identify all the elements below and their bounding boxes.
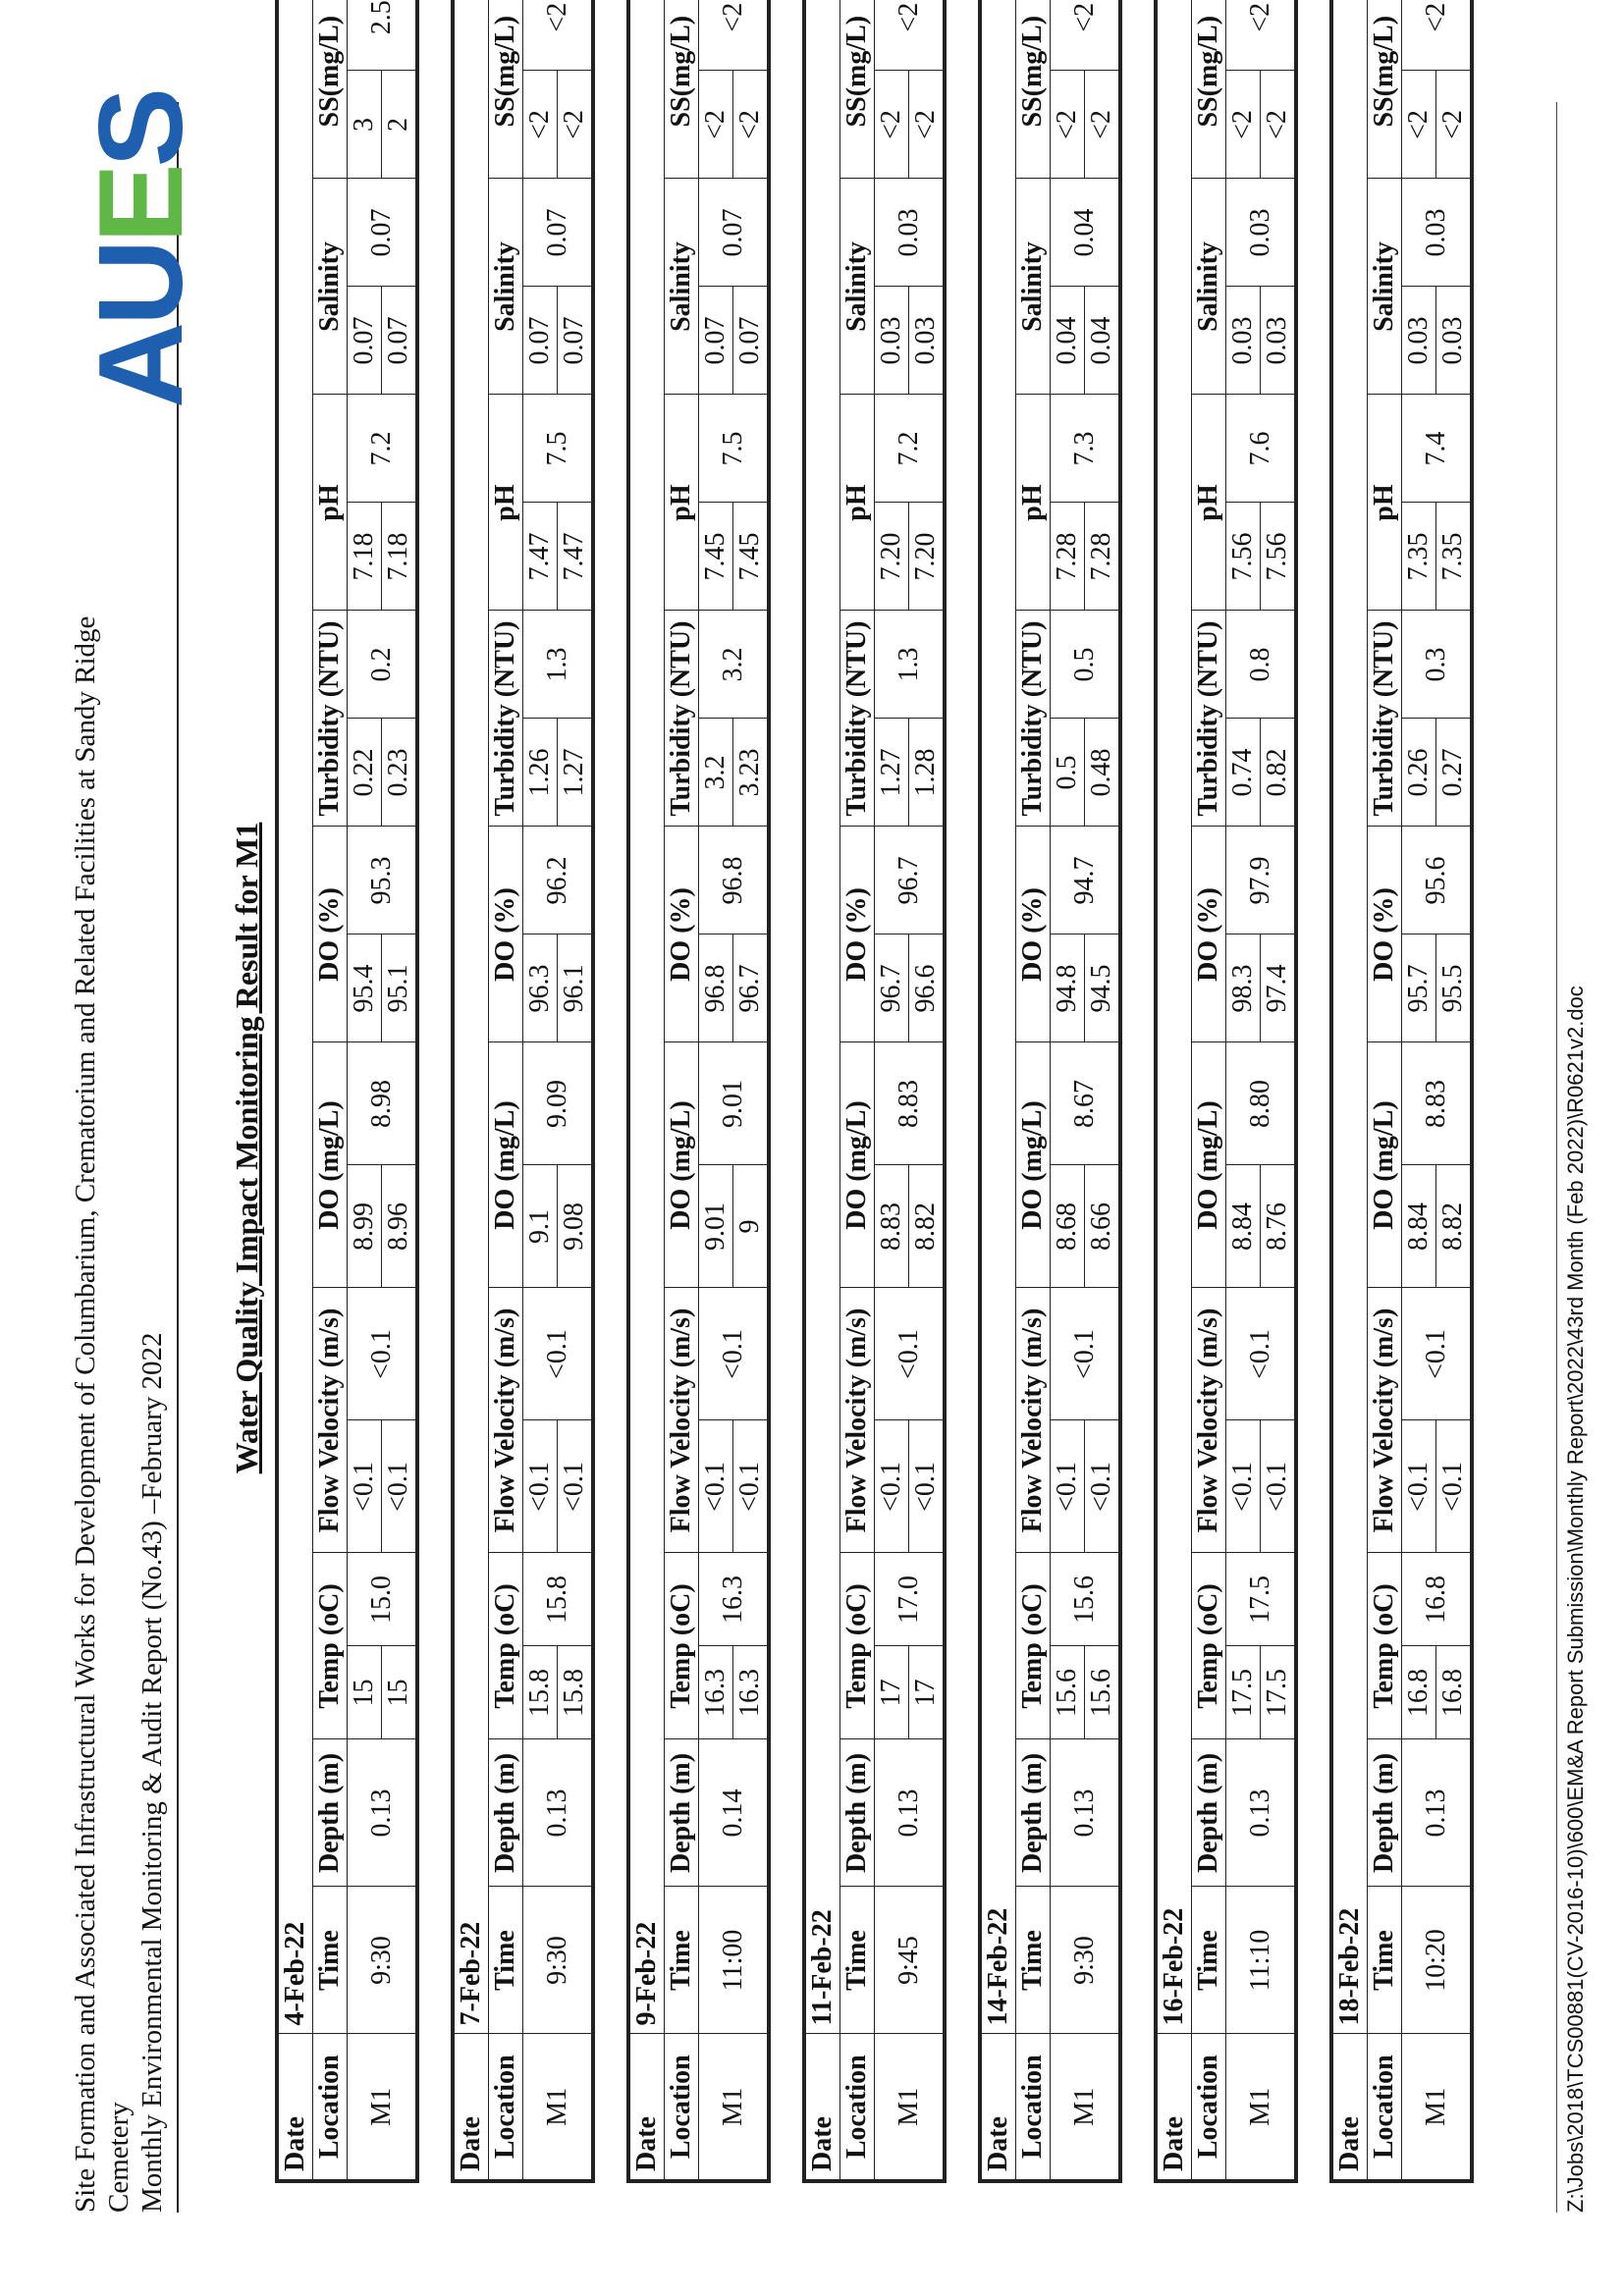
do-pct-average: 94.7 (1051, 827, 1121, 934)
ss-average: 2.5 (348, 0, 418, 71)
ss-reading-2: 2 (382, 71, 418, 179)
ss-reading-2: <2 (558, 71, 594, 179)
ph-reading-2: 7.35 (1436, 503, 1473, 611)
turbidity-average: 0.8 (1226, 611, 1297, 719)
monitoring-table (978, 0, 1122, 2183)
header-do-pct: DO (%) (1368, 827, 1402, 1042)
salinity-average: 0.03 (1226, 179, 1297, 287)
salinity-reading-2: 0.03 (1261, 287, 1297, 395)
header-location: Location (1368, 2034, 1402, 2181)
do-pct-reading-2: 95.1 (382, 934, 418, 1042)
header-salinity: Salinity (489, 179, 523, 395)
do-mg-average: 8.83 (875, 1042, 946, 1165)
depth-value: 0.13 (1402, 1739, 1473, 1887)
do-pct-reading-1: 96.8 (699, 934, 733, 1042)
ph-reading-1: 7.35 (1402, 503, 1436, 611)
header-location: Location (313, 2034, 348, 2181)
header-do-pct: DO (%) (840, 827, 875, 1042)
temp-reading-2: 15.6 (1085, 1646, 1121, 1739)
header-ss: SS(mg/L) (665, 0, 699, 179)
time-value: 9:30 (1051, 1887, 1121, 2034)
header-depth: Depth (m) (313, 1739, 348, 1887)
header-depth: Depth (m) (1368, 1739, 1402, 1887)
ss-reading-2: <2 (1085, 71, 1121, 179)
ph-reading-1: 7.56 (1226, 503, 1261, 611)
salinity-reading-2: 0.07 (733, 287, 770, 395)
salinity-reading-2: 0.03 (909, 287, 946, 395)
salinity-reading-1: 0.07 (699, 287, 733, 395)
temp-average: 17.5 (1226, 1553, 1297, 1646)
temp-reading-2: 16.8 (1436, 1646, 1473, 1739)
location-value: M1 (875, 2034, 946, 2181)
ss-reading-2: <2 (909, 71, 946, 179)
salinity-reading-2: 0.07 (558, 287, 594, 395)
header-time: Time (1016, 1887, 1051, 2034)
header-location: Location (1016, 2034, 1051, 2181)
flow-reading-2: <0.1 (1085, 1420, 1121, 1553)
do-mg-reading-2: 8.76 (1261, 1165, 1297, 1288)
header-salinity: Salinity (1016, 179, 1051, 395)
header-do-mg: DO (mg/L) (1016, 1042, 1051, 1288)
do-pct-reading-1: 98.3 (1226, 934, 1261, 1042)
ss-reading-2: <2 (1261, 71, 1297, 179)
flow-average: <0.1 (1051, 1288, 1121, 1420)
header-turbidity: Turbidity (NTU) (665, 611, 699, 827)
header-location: Location (489, 2034, 523, 2181)
file-path-footer: Z:\Jobs\2018\TCS00881(CV-2016-10)\600\EM&A Report Submission\Monthly Report\2022\43rd Month (Feb 2022)\R0621v2.doc (1563, 986, 1588, 2213)
header-ph: pH (489, 395, 523, 611)
do-mg-reading-2: 9.08 (558, 1165, 594, 1288)
ss-average: <2 (875, 0, 946, 71)
temp-average: 16.8 (1402, 1553, 1473, 1646)
monitoring-table (1329, 0, 1474, 2183)
header-ph: pH (313, 395, 348, 611)
do-mg-reading-1: 8.83 (875, 1165, 909, 1288)
salinity-average: 0.07 (523, 179, 594, 287)
monitoring-table (451, 0, 595, 2183)
do-mg-average: 9.09 (523, 1042, 594, 1165)
turbidity-reading-1: 3.2 (699, 719, 733, 827)
monitoring-table (626, 0, 771, 2183)
ph-reading-2: 7.20 (909, 503, 946, 611)
depth-value: 0.13 (875, 1739, 946, 1887)
turbidity-reading-1: 0.22 (348, 719, 382, 827)
do-mg-reading-2: 8.66 (1085, 1165, 1121, 1288)
flow-average: <0.1 (348, 1288, 418, 1420)
date-value: 7-Feb-22 (453, 0, 489, 2034)
do-mg-average: 8.83 (1402, 1042, 1473, 1165)
aues-logo (74, 91, 207, 408)
flow-reading-1: <0.1 (348, 1420, 382, 1553)
ph-average: 7.6 (1226, 395, 1297, 503)
do-mg-reading-1: 8.68 (1051, 1165, 1085, 1288)
date-value: 9-Feb-22 (628, 0, 665, 2034)
turbidity-reading-2: 0.27 (1436, 719, 1473, 827)
header-flow: Flow Velocity (m/s) (489, 1288, 523, 1553)
ph-average: 7.2 (875, 395, 946, 503)
turbidity-average: 0.5 (1051, 611, 1121, 719)
time-value: 9:45 (875, 1887, 946, 2034)
turbidity-reading-1: 0.26 (1402, 719, 1436, 827)
date-value: 16-Feb-22 (1156, 0, 1192, 2034)
turbidity-reading-1: 0.5 (1051, 719, 1085, 827)
ph-reading-2: 7.56 (1261, 503, 1297, 611)
header-temp: Temp (oC) (1192, 1553, 1226, 1739)
ph-reading-1: 7.20 (875, 503, 909, 611)
header-salinity: Salinity (1192, 179, 1226, 395)
salinity-reading-1: 0.03 (1226, 287, 1261, 395)
do-pct-average: 96.7 (875, 827, 946, 934)
turbidity-reading-1: 1.26 (523, 719, 558, 827)
header-temp: Temp (oC) (840, 1553, 875, 1739)
header-ph: pH (665, 395, 699, 611)
salinity-reading-1: 0.07 (348, 287, 382, 395)
ss-average: <2 (1402, 0, 1473, 71)
date-label: Date (804, 2034, 840, 2181)
ph-reading-2: 7.28 (1085, 503, 1121, 611)
flow-reading-1: <0.1 (875, 1420, 909, 1553)
date-label: Date (453, 2034, 489, 2181)
ph-reading-1: 7.45 (699, 503, 733, 611)
ss-reading-1: 3 (348, 71, 382, 179)
depth-value: 0.13 (348, 1739, 418, 1887)
header-time: Time (489, 1887, 523, 2034)
turbidity-reading-1: 1.27 (875, 719, 909, 827)
header-divider (177, 102, 179, 2213)
flow-reading-1: <0.1 (1402, 1420, 1436, 1553)
do-pct-reading-1: 96.7 (875, 934, 909, 1042)
salinity-reading-2: 0.03 (1436, 287, 1473, 395)
date-value: 4-Feb-22 (277, 0, 313, 2034)
ss-reading-1: <2 (1226, 71, 1261, 179)
flow-reading-2: <0.1 (733, 1420, 770, 1553)
header-temp: Temp (oC) (665, 1553, 699, 1739)
header-temp: Temp (oC) (489, 1553, 523, 1739)
ph-average: 7.5 (523, 395, 594, 503)
depth-value: 0.13 (1051, 1739, 1121, 1887)
flow-average: <0.1 (1226, 1288, 1297, 1420)
date-label: Date (1331, 2034, 1368, 2181)
flow-average: <0.1 (523, 1288, 594, 1420)
header-ph: pH (1192, 395, 1226, 611)
ss-average: <2 (523, 0, 594, 71)
temp-average: 17.0 (875, 1553, 946, 1646)
header-do-mg: DO (mg/L) (840, 1042, 875, 1288)
salinity-reading-1: 0.07 (523, 287, 558, 395)
flow-reading-2: <0.1 (1436, 1420, 1473, 1553)
temp-reading-1: 16.3 (699, 1646, 733, 1739)
header-turbidity: Turbidity (NTU) (1016, 611, 1051, 827)
ph-average: 7.5 (699, 395, 770, 503)
temp-reading-1: 15.6 (1051, 1646, 1085, 1739)
turbidity-reading-2: 0.23 (382, 719, 418, 827)
header-do-mg: DO (mg/L) (313, 1042, 348, 1288)
header-time: Time (1192, 1887, 1226, 2034)
temp-reading-1: 17.5 (1226, 1646, 1261, 1739)
flow-reading-2: <0.1 (909, 1420, 946, 1553)
do-pct-reading-1: 94.8 (1051, 934, 1085, 1042)
header-salinity: Salinity (313, 179, 348, 395)
header-turbidity: Turbidity (NTU) (313, 611, 348, 827)
header-depth: Depth (m) (1016, 1739, 1051, 1887)
temp-reading-1: 17 (875, 1646, 909, 1739)
header-depth: Depth (m) (840, 1739, 875, 1887)
flow-reading-2: <0.1 (558, 1420, 594, 1553)
flow-reading-2: <0.1 (382, 1420, 418, 1553)
ss-average: <2 (1226, 0, 1297, 71)
header-turbidity: Turbidity (NTU) (489, 611, 523, 827)
do-mg-reading-1: 8.99 (348, 1165, 382, 1288)
turbidity-reading-2: 3.23 (733, 719, 770, 827)
ss-reading-2: <2 (1436, 71, 1473, 179)
do-pct-reading-2: 97.4 (1261, 934, 1297, 1042)
header-ss: SS(mg/L) (840, 0, 875, 179)
header-time: Time (840, 1887, 875, 2034)
do-mg-reading-1: 8.84 (1226, 1165, 1261, 1288)
do-mg-reading-2: 9 (733, 1165, 770, 1288)
ph-reading-1: 7.28 (1051, 503, 1085, 611)
temp-reading-2: 17.5 (1261, 1646, 1297, 1739)
header-ph: pH (840, 395, 875, 611)
ph-reading-1: 7.18 (348, 503, 382, 611)
header-flow: Flow Velocity (m/s) (840, 1288, 875, 1553)
salinity-reading-1: 0.03 (1402, 287, 1436, 395)
time-value: 11:00 (699, 1887, 770, 2034)
temp-reading-2: 17 (909, 1646, 946, 1739)
do-mg-average: 8.98 (348, 1042, 418, 1165)
ss-reading-1: <2 (699, 71, 733, 179)
turbidity-average: 3.2 (699, 611, 770, 719)
monitoring-tables (275, 0, 1505, 2183)
time-value: 10:20 (1402, 1887, 1473, 2034)
header-flow: Flow Velocity (m/s) (1368, 1288, 1402, 1553)
time-value: 11:10 (1226, 1887, 1297, 2034)
ph-reading-2: 7.18 (382, 503, 418, 611)
flow-reading-2: <0.1 (1261, 1420, 1297, 1553)
header-location: Location (665, 2034, 699, 2181)
ph-reading-1: 7.47 (523, 503, 558, 611)
time-value: 9:30 (348, 1887, 418, 2034)
header-location: Location (840, 2034, 875, 2181)
salinity-reading-2: 0.04 (1085, 287, 1121, 395)
temp-reading-1: 16.8 (1402, 1646, 1436, 1739)
do-mg-reading-2: 8.82 (909, 1165, 946, 1288)
temp-reading-2: 15.8 (558, 1646, 594, 1739)
temp-average: 16.3 (699, 1553, 770, 1646)
header-salinity: Salinity (1368, 179, 1402, 395)
depth-value: 0.13 (523, 1739, 594, 1887)
flow-reading-1: <0.1 (699, 1420, 733, 1553)
header-time: Time (313, 1887, 348, 2034)
salinity-average: 0.07 (348, 179, 418, 287)
temp-reading-1: 15 (348, 1646, 382, 1739)
turbidity-reading-1: 0.74 (1226, 719, 1261, 827)
ph-average: 7.4 (1402, 395, 1473, 503)
do-pct-reading-2: 94.5 (1085, 934, 1121, 1042)
temp-average: 15.6 (1051, 1553, 1121, 1646)
temp-reading-1: 15.8 (523, 1646, 558, 1739)
salinity-average: 0.07 (699, 179, 770, 287)
depth-value: 0.14 (699, 1739, 770, 1887)
report-header (69, 102, 169, 2213)
monitoring-table (1154, 0, 1298, 2183)
date-label: Date (628, 2034, 665, 2181)
ss-average: <2 (1051, 0, 1121, 71)
monitoring-table (802, 0, 947, 2183)
do-mg-reading-1: 9.1 (523, 1165, 558, 1288)
header-do-pct: DO (%) (665, 827, 699, 1042)
header-do-mg: DO (mg/L) (489, 1042, 523, 1288)
header-do-mg: DO (mg/L) (665, 1042, 699, 1288)
header-salinity: Salinity (840, 179, 875, 395)
header-do-mg: DO (mg/L) (1368, 1042, 1402, 1288)
ph-reading-2: 7.47 (558, 503, 594, 611)
header-do-pct: DO (%) (1192, 827, 1226, 1042)
temp-reading-2: 16.3 (733, 1646, 770, 1739)
footer-divider (1556, 102, 1557, 2213)
header-turbidity: Turbidity (NTU) (1368, 611, 1402, 827)
flow-average: <0.1 (875, 1288, 946, 1420)
header-ss: SS(mg/L) (489, 0, 523, 179)
date-label: Date (277, 2034, 313, 2181)
date-label: Date (980, 2034, 1016, 2181)
header-ss: SS(mg/L) (1368, 0, 1402, 179)
header-do-pct: DO (%) (489, 827, 523, 1042)
header-do-pct: DO (%) (313, 827, 348, 1042)
header-line-2: Cemetery (103, 2102, 135, 2213)
do-pct-reading-2: 95.5 (1436, 934, 1473, 1042)
salinity-average: 0.03 (875, 179, 946, 287)
temp-average: 15.8 (523, 1553, 594, 1646)
header-salinity: Salinity (665, 179, 699, 395)
do-pct-reading-2: 96.1 (558, 934, 594, 1042)
turbidity-average: 1.3 (523, 611, 594, 719)
header-flow: Flow Velocity (m/s) (665, 1288, 699, 1553)
salinity-reading-1: 0.04 (1051, 287, 1085, 395)
date-value: 14-Feb-22 (980, 0, 1016, 2034)
header-line-3: Monthly Environmental Monitoring & Audit Report (No.43) –February 2022 (136, 1332, 168, 2213)
depth-value: 0.13 (1226, 1739, 1297, 1887)
do-pct-reading-1: 95.7 (1402, 934, 1436, 1042)
header-turbidity: Turbidity (NTU) (1192, 611, 1226, 827)
header-ss: SS(mg/L) (313, 0, 348, 179)
do-pct-reading-2: 96.6 (909, 934, 946, 1042)
flow-reading-1: <0.1 (1051, 1420, 1085, 1553)
do-mg-reading-2: 8.96 (382, 1165, 418, 1288)
salinity-reading-2: 0.07 (382, 287, 418, 395)
header-time: Time (1368, 1887, 1402, 2034)
ss-reading-1: <2 (875, 71, 909, 179)
time-value: 9:30 (523, 1887, 594, 2034)
ph-average: 7.3 (1051, 395, 1121, 503)
flow-reading-1: <0.1 (1226, 1420, 1261, 1553)
date-label: Date (1156, 2034, 1192, 2181)
svg-text:AUES: AUES (74, 91, 207, 408)
do-mg-reading-1: 9.01 (699, 1165, 733, 1288)
salinity-reading-1: 0.03 (875, 287, 909, 395)
salinity-average: 0.03 (1402, 179, 1473, 287)
header-flow: Flow Velocity (m/s) (313, 1288, 348, 1553)
do-pct-reading-2: 96.7 (733, 934, 770, 1042)
do-pct-average: 95.6 (1402, 827, 1473, 934)
location-value: M1 (1226, 2034, 1297, 2181)
turbidity-reading-2: 0.48 (1085, 719, 1121, 827)
turbidity-average: 0.3 (1402, 611, 1473, 719)
header-flow: Flow Velocity (m/s) (1016, 1288, 1051, 1553)
do-pct-average: 95.3 (348, 827, 418, 934)
header-line-1: Site Formation and Associated Infrastructural Works for Development of Columbarium, Crematorium and Related Facilities at Sandy Ridge (70, 615, 101, 2213)
header-temp: Temp (oC) (1368, 1553, 1402, 1739)
flow-reading-1: <0.1 (523, 1420, 558, 1553)
page-title: Water Quality Impact Monitoring Result for M1 (229, 822, 264, 1474)
do-pct-reading-1: 96.3 (523, 934, 558, 1042)
header-flow: Flow Velocity (m/s) (1192, 1288, 1226, 1553)
header-time: Time (665, 1887, 699, 2034)
do-pct-average: 97.9 (1226, 827, 1297, 934)
header-location: Location (1192, 2034, 1226, 2181)
ss-reading-2: <2 (733, 71, 770, 179)
turbidity-reading-2: 1.27 (558, 719, 594, 827)
header-depth: Depth (m) (665, 1739, 699, 1887)
do-mg-average: 9.01 (699, 1042, 770, 1165)
header-temp: Temp (oC) (313, 1553, 348, 1739)
flow-average: <0.1 (1402, 1288, 1473, 1420)
do-pct-average: 96.2 (523, 827, 594, 934)
ph-average: 7.2 (348, 395, 418, 503)
monitoring-table (275, 0, 419, 2183)
header-do-pct: DO (%) (1016, 827, 1051, 1042)
date-value: 18-Feb-22 (1331, 0, 1368, 2034)
header-ph: pH (1368, 395, 1402, 611)
temp-reading-2: 15 (382, 1646, 418, 1739)
do-pct-reading-1: 95.4 (348, 934, 382, 1042)
header-depth: Depth (m) (1192, 1739, 1226, 1887)
header-do-mg: DO (mg/L) (1192, 1042, 1226, 1288)
turbidity-reading-2: 1.28 (909, 719, 946, 827)
date-value: 11-Feb-22 (804, 0, 840, 2034)
salinity-average: 0.04 (1051, 179, 1121, 287)
header-turbidity: Turbidity (NTU) (840, 611, 875, 827)
ss-reading-1: <2 (523, 71, 558, 179)
temp-average: 15.0 (348, 1553, 418, 1646)
do-mg-reading-1: 8.84 (1402, 1165, 1436, 1288)
ss-reading-1: <2 (1051, 71, 1085, 179)
turbidity-average: 0.2 (348, 611, 418, 719)
location-value: M1 (348, 2034, 418, 2181)
location-value: M1 (523, 2034, 594, 2181)
do-pct-average: 96.8 (699, 827, 770, 934)
header-temp: Temp (oC) (1016, 1553, 1051, 1739)
header-ss: SS(mg/L) (1016, 0, 1051, 179)
header-ph: pH (1016, 395, 1051, 611)
do-mg-average: 8.80 (1226, 1042, 1297, 1165)
location-value: M1 (1402, 2034, 1473, 2181)
ss-average: <2 (699, 0, 770, 71)
location-value: M1 (699, 2034, 770, 2181)
do-mg-average: 8.67 (1051, 1042, 1121, 1165)
header-depth: Depth (m) (489, 1739, 523, 1887)
ss-reading-1: <2 (1402, 71, 1436, 179)
do-mg-reading-2: 8.82 (1436, 1165, 1473, 1288)
turbidity-average: 1.3 (875, 611, 946, 719)
header-ss: SS(mg/L) (1192, 0, 1226, 179)
turbidity-reading-2: 0.82 (1261, 719, 1297, 827)
flow-average: <0.1 (699, 1288, 770, 1420)
location-value: M1 (1051, 2034, 1121, 2181)
ph-reading-2: 7.45 (733, 503, 770, 611)
